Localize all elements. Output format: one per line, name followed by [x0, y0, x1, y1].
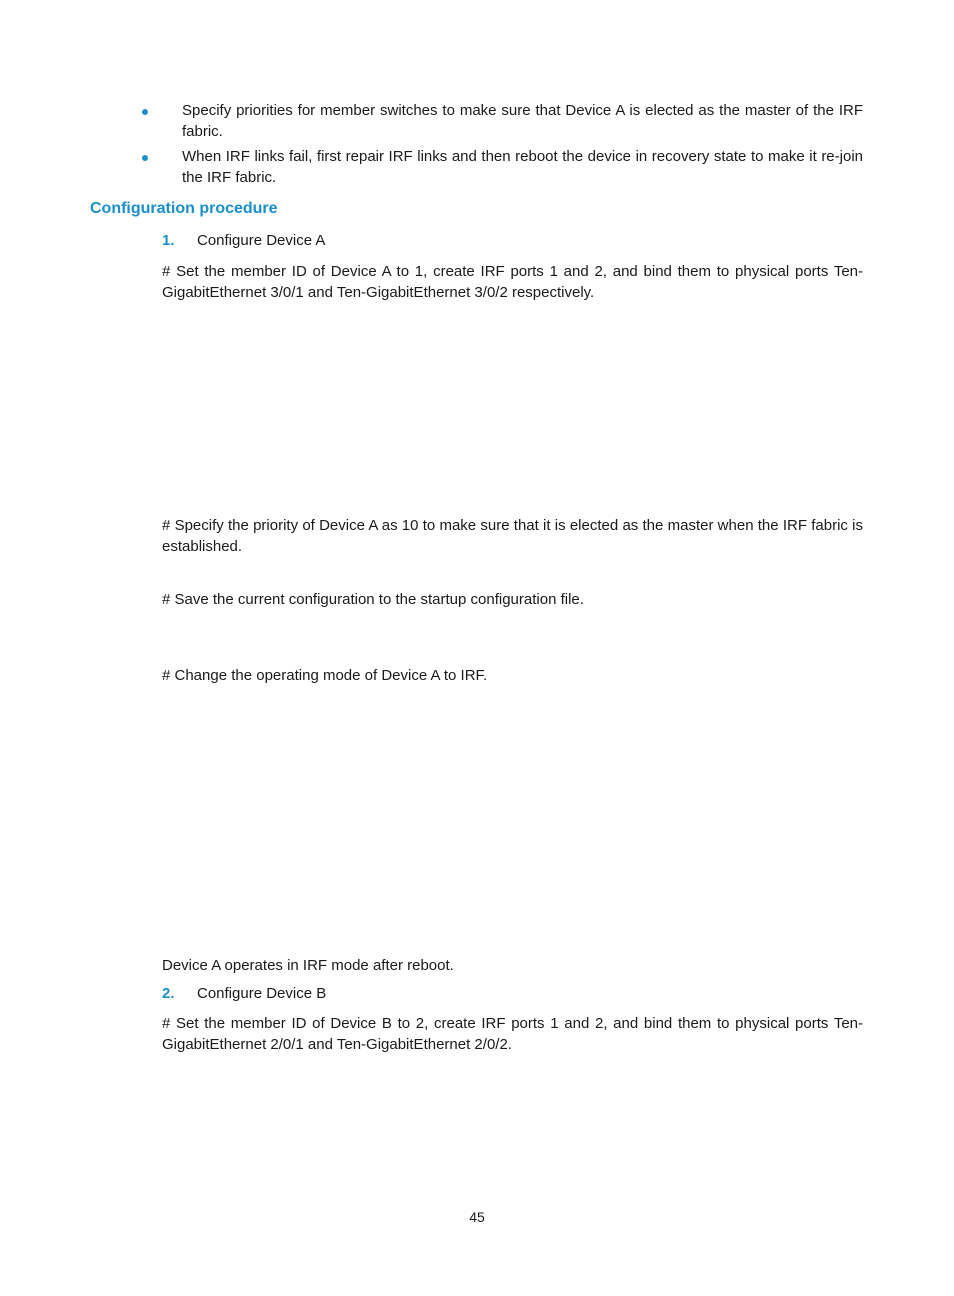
paragraph: # Change the operating mode of Device A to IRF.	[162, 667, 488, 684]
bullet-dot-icon	[142, 155, 148, 161]
bullet-item: When IRF links fail, first repair IRF links and then reboot the device in recovery state to make it re-join the IRF fabric.	[182, 148, 863, 186]
section-heading: Configuration procedure	[90, 200, 278, 217]
bullet-item: Specify priorities for member switches to make sure that Device A is elected as the master of the IRF fabric.	[182, 102, 863, 140]
paragraph: # Set the member ID of Device A to 1, create IRF ports 1 and 2, and bind them to physical ports Ten-GigabitEthernet 3/0/1 and Ten-GigabitEthernet 3/0/2 respectively.	[162, 263, 863, 301]
step-number: 1.	[162, 232, 175, 249]
paragraph: # Save the current configuration to the startup configuration file.	[162, 591, 584, 608]
step-number: 2.	[162, 985, 175, 1002]
bullet-dot-icon	[142, 109, 148, 115]
paragraph: # Set the member ID of Device B to 2, create IRF ports 1 and 2, and bind them to physical ports Ten-GigabitEthernet 2/0/1 and Ten-GigabitEthernet 2/0/2.	[162, 1015, 863, 1053]
page-number: 45	[469, 1209, 485, 1225]
step-label: Configure Device B	[197, 985, 327, 1002]
paragraph: Device A operates in IRF mode after reboot.	[162, 957, 454, 974]
paragraph: # Specify the priority of Device A as 10 to make sure that it is elected as the master when the IRF fabric is established.	[162, 517, 863, 555]
step-label: Configure Device A	[197, 232, 326, 249]
